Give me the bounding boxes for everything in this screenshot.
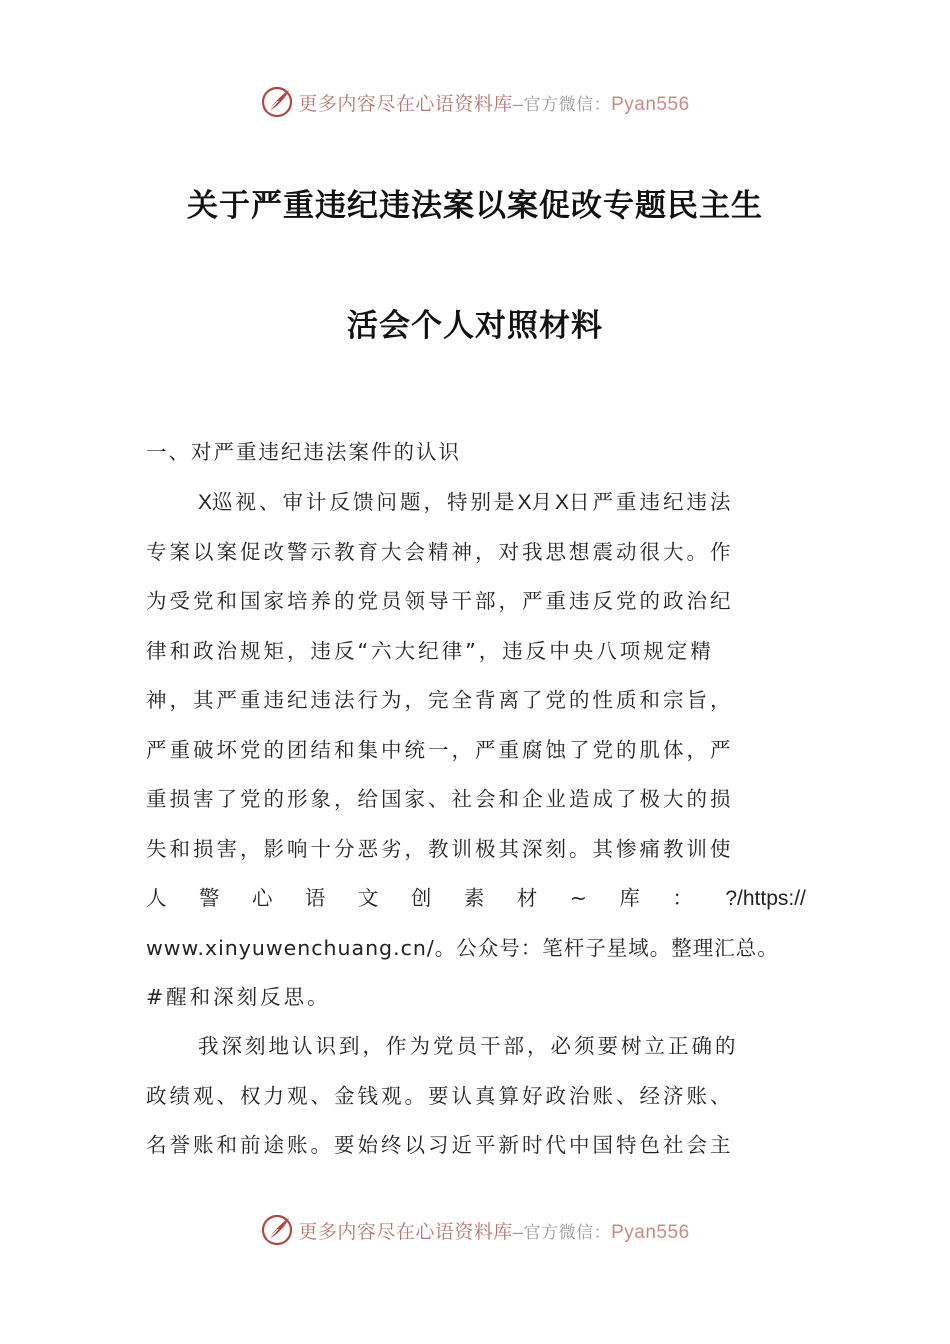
paragraph-line: 我深刻地认识到，作为党员干部，必须要树立正确的 bbox=[198, 1034, 739, 1058]
paragraph-line: 专案以案促改警示教育大会精神，对我思想震动很大。作 bbox=[146, 539, 734, 564]
paragraph-line: 严重破坏党的团结和集中统一，严重腐蚀了党的肌体，严 bbox=[146, 737, 734, 762]
paragraph-line: 政绩观、权力观、金钱观。要认真算好政治账、经济账、 bbox=[146, 1083, 734, 1108]
feather-pen-logo-icon bbox=[260, 1213, 294, 1247]
paragraph-1 bbox=[146, 478, 806, 1023]
document-title-line-1: 关于严重违纪违法案以案促改专题民主生 bbox=[187, 188, 763, 224]
paragraph-2 bbox=[146, 1022, 806, 1171]
footer-banner bbox=[0, 1212, 950, 1248]
banner-text: 更多内容尽在心语资料库—官方微信：Pyan556 bbox=[298, 1220, 690, 1243]
section-heading: 一、对严重违纪违法案件的认识 bbox=[146, 440, 461, 464]
paragraph-line: 律和政治规矩，违反“六大纪律”，违反中央八项规定精 bbox=[146, 638, 714, 663]
feather-pen-logo-icon bbox=[260, 85, 294, 119]
paragraph-line: 为受党和国家培养的党员领导干部，严重违反党的政治纪 bbox=[146, 589, 734, 613]
paragraph-line: 失和损害，影响十分恶劣，教训极其深刻。其惨痛教训使 bbox=[146, 836, 734, 861]
banner-text: 更多内容尽在心语资料库—官方微信：Pyan556 bbox=[298, 92, 690, 115]
paragraph-line-justified: 人 警 心 语 文 创 素 材 ~ 库 ： ?/https:// bbox=[146, 886, 806, 910]
paragraph-line: 神，其严重违纪违法行为，完全背离了党的性质和宗旨， bbox=[146, 688, 734, 712]
paragraph-line: 名誉账和前途账。要始终以习近平新时代中国特色社会主 bbox=[146, 1133, 734, 1157]
paragraph-line: #醒和深刻反思。 bbox=[146, 985, 331, 1009]
paragraph-line: www.xinyuwenchuang.cn/。公众号：笔杆子星域。整理汇总。 bbox=[146, 935, 779, 960]
paragraph-line: X巡视、审计反馈问题，特别是X月X日严重违纪违法 bbox=[198, 490, 734, 514]
paragraph-line: 重损害了党的形象，给国家、社会和企业造成了极大的损 bbox=[146, 787, 734, 811]
document-title-line-2: 活会个人对照材料 bbox=[347, 308, 603, 344]
header-banner bbox=[0, 84, 950, 120]
